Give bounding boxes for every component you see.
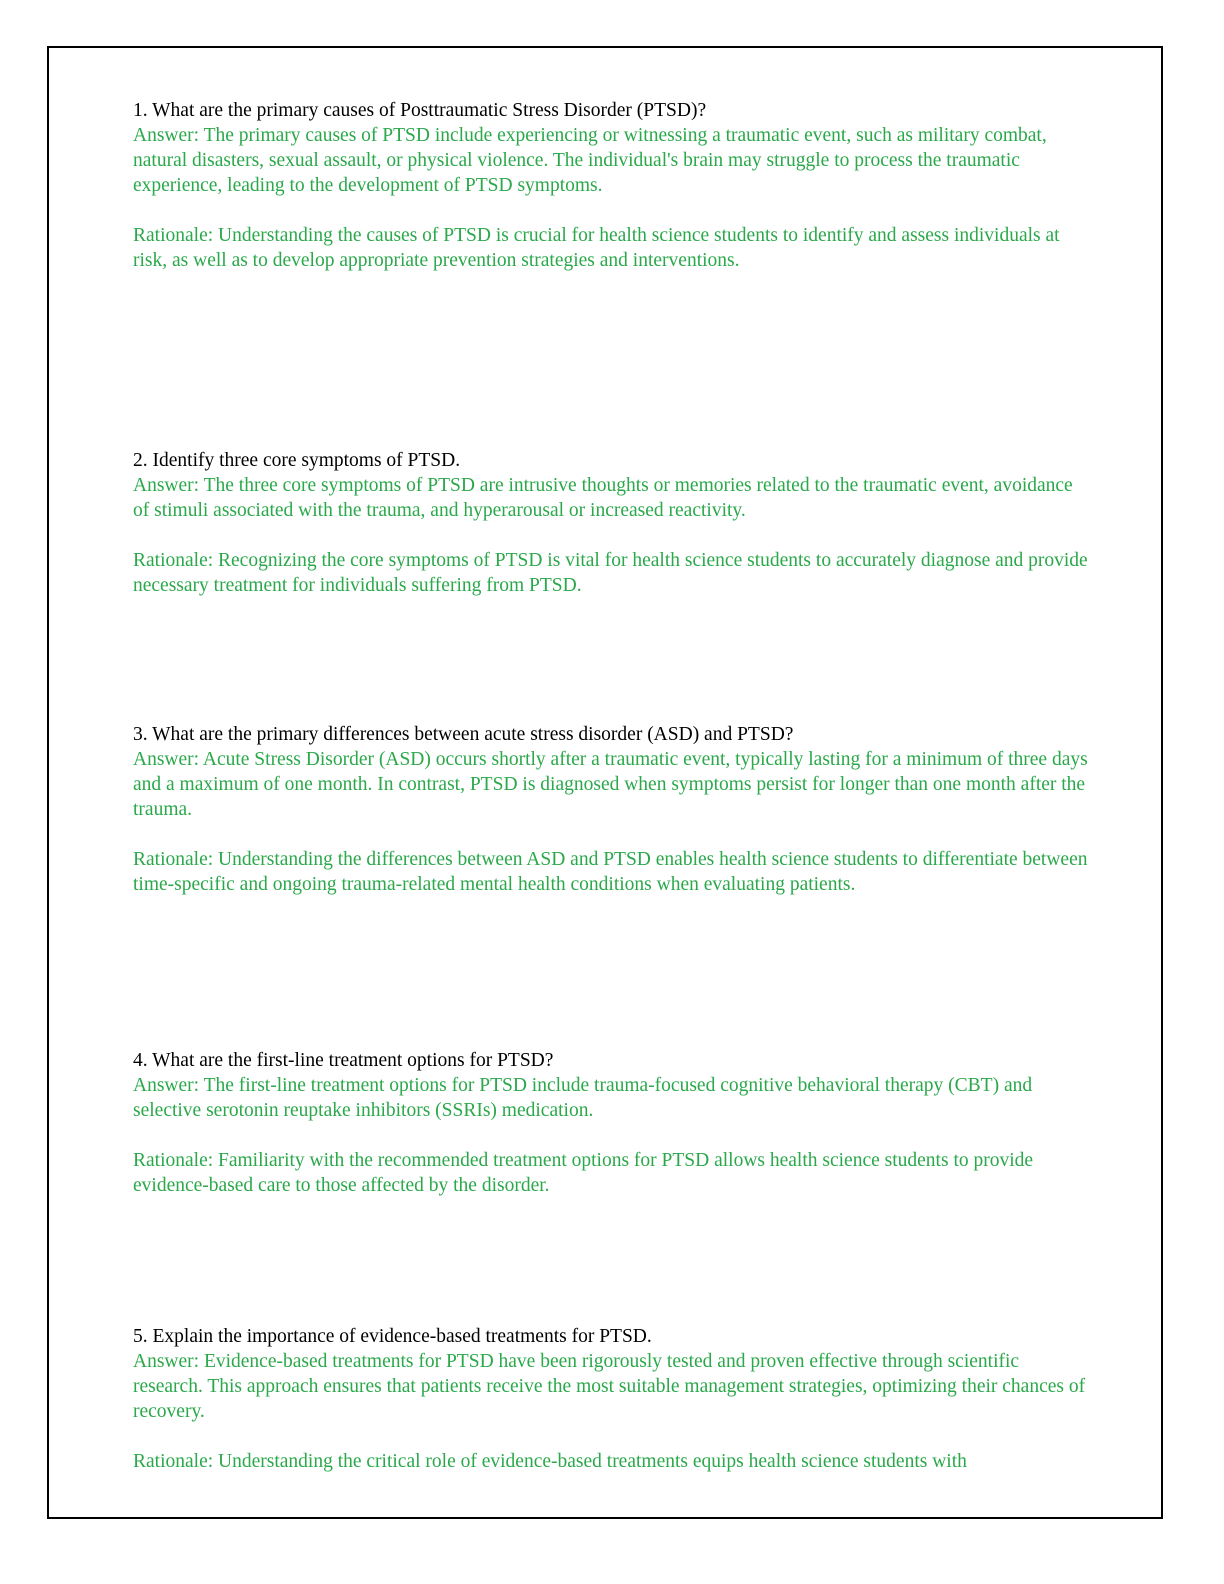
answer-3: Answer: Acute Stress Disorder (ASD) occurs shortly after a traumatic event, typically lasting for a minimum of three days and a maximum of one month. In contrast, PTSD is diagnosed when symptoms persist for longer than one month after the trauma.	[133, 749, 1088, 820]
question-5: 5. Explain the importance of evidence-based treatments for PTSD.	[133, 1326, 652, 1347]
qa-item-2	[133, 448, 1093, 598]
answer-2: Answer: The three core symptoms of PTSD are intrusive thoughts or memories related to the traumatic event, avoidance of stimuli associated with the trauma, and hyperarousal or increased reactivity.	[133, 475, 1073, 521]
question-2: 2. Identify three core symptoms of PTSD.	[133, 450, 461, 471]
rationale-3: Rationale: Understanding the differences between ASD and PTSD enables health science students to differentiate between time-specific and ongoing trauma-related mental health conditions when evaluating patients.	[133, 849, 1088, 895]
rationale-1: Rationale: Understanding the causes of PTSD is crucial for health science students to identify and assess individuals at risk, as well as to develop appropriate prevention strategies and interventions.	[133, 225, 1060, 271]
answer-4: Answer: The first-line treatment options for PTSD include trauma-focused cognitive behavioral therapy (CBT) and selective serotonin reuptake inhibitors (SSRIs) medication.	[133, 1075, 1033, 1121]
qa-item-4	[133, 1048, 1093, 1198]
qa-item-1	[133, 98, 1093, 273]
answer-5: Answer: Evidence-based treatments for PTSD have been rigorously tested and proven effective through scientific research. This approach ensures that patients receive the most suitable management strategies, optimizing their chances of recovery.	[133, 1351, 1086, 1422]
rationale-2: Rationale: Recognizing the core symptoms of PTSD is vital for health science students to accurately diagnose and provide necessary treatment for individuals suffering from PTSD.	[133, 550, 1088, 596]
qa-item-3	[133, 722, 1093, 897]
rationale-4: Rationale: Familiarity with the recommended treatment options for PTSD allows health science students to provide evidence-based care to those affected by the disorder.	[133, 1150, 1034, 1196]
question-1: 1. What are the primary causes of Posttraumatic Stress Disorder (PTSD)?	[133, 100, 707, 121]
question-3: 3. What are the primary differences between acute stress disorder (ASD) and PTSD?	[133, 724, 794, 745]
rationale-5: Rationale: Understanding the critical role of evidence-based treatments equips health science students with	[133, 1451, 967, 1472]
answer-1: Answer: The primary causes of PTSD include experiencing or witnessing a traumatic event, such as military combat, natural disasters, sexual assault, or physical violence. The individual's brain may struggle to process the traumatic experience, leading to the development of PTSD symptoms.	[133, 125, 1047, 196]
qa-item-5	[133, 1324, 1093, 1474]
question-4: 4. What are the first-line treatment options for PTSD?	[133, 1050, 554, 1071]
